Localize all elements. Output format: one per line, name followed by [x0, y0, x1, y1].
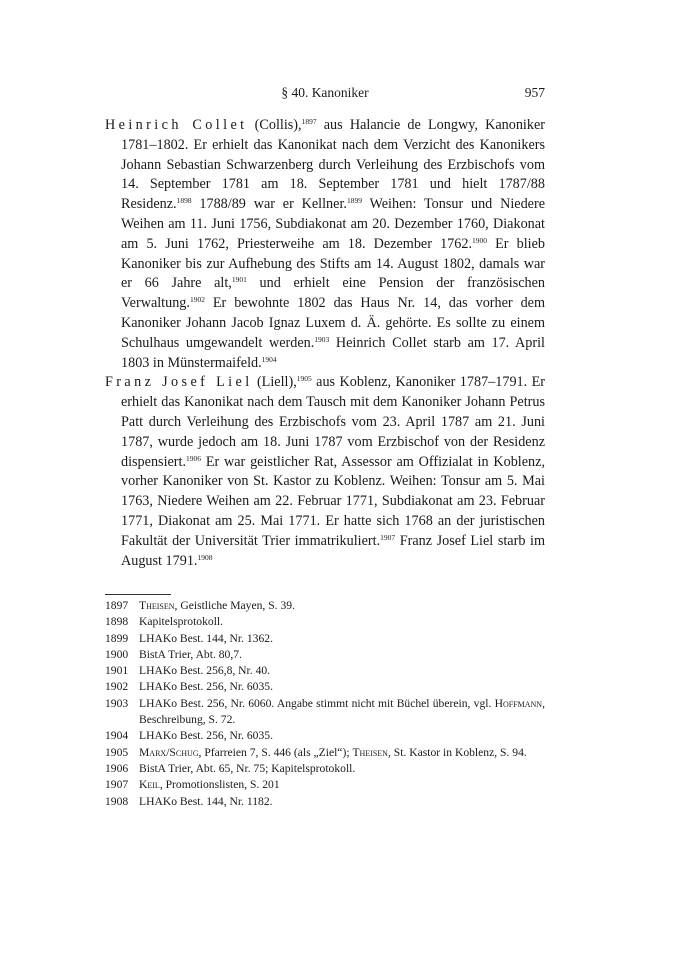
author-name: Theisen	[139, 599, 175, 612]
footnote	[105, 728, 545, 744]
footnote-number: 1908	[105, 794, 129, 808]
footnote-reference: 1906	[186, 453, 202, 463]
footnote-reference: 1903	[314, 334, 330, 344]
text-segment: 1788/89 war er Kellner.	[191, 196, 347, 213]
footnote-number: 1903	[105, 696, 129, 710]
footnote-reference: 1908	[197, 552, 213, 562]
footnote-text	[139, 761, 545, 777]
footnote	[105, 631, 545, 647]
running-title: § 40. Kanoniker	[281, 85, 369, 100]
text-segment: , Pfarreien 7, S. 446 (als „Ziel“);	[198, 745, 353, 759]
footnote-number: 1906	[105, 761, 129, 775]
footnote-text	[139, 777, 545, 793]
footnote-number: 1901	[105, 664, 129, 678]
text-segment: LHAKo Best. 144, Nr. 1362.	[139, 631, 273, 645]
running-header	[105, 85, 545, 105]
entry-paragraph	[105, 116, 545, 373]
text-segment: Er bewohnte 1802 das Haus Nr. 14, das vorher dem Kanoniker Johann Jacob Ignaz Luxem d. Ä. gehörte. Es sollte zu einem Schulhaus umgewandelt werden.	[121, 295, 545, 351]
footnote-text	[139, 745, 545, 761]
footnote	[105, 647, 545, 663]
text-segment: und erhielt eine Pension der französischen Verwaltung.	[121, 275, 545, 312]
person-name: Heinrich Collet	[105, 117, 248, 133]
footnote-reference: 1897	[301, 117, 317, 126]
author-name: Hoffmann	[494, 696, 543, 710]
footnote-number: 1898	[105, 615, 129, 629]
footnote-number: 1902	[105, 680, 129, 694]
footnote	[105, 745, 545, 761]
footnote-text	[139, 728, 545, 744]
text-segment: Heinrich Collet starb am 17. April 1803 in Münstermaifeld.	[121, 334, 545, 371]
footnote	[105, 761, 545, 777]
footnote-number: 1907	[105, 778, 129, 792]
footnotes	[105, 598, 545, 810]
main-text	[105, 116, 545, 571]
footnote-text	[139, 663, 545, 679]
text-segment: Er blieb Kanoniker bis zur Aufhebung des Stifts am 14. August 1802, damals war er 66 Jahre alt,	[121, 235, 545, 292]
text-segment: LHAKo Best. 256, Nr. 6035.	[139, 729, 273, 743]
footnote-number: 1900	[105, 647, 129, 661]
footnote-text	[139, 631, 545, 647]
author-name: Marx/Schug	[139, 745, 199, 759]
footnote-number: 1905	[105, 745, 129, 759]
text-segment: , Promotionslisten, S. 201	[159, 778, 280, 792]
text-segment: , St. Kastor in Koblenz, S. 94.	[387, 745, 527, 759]
footnote	[105, 777, 545, 793]
footnote-reference: 1904	[261, 354, 277, 364]
text-segment: Weihen: Tonsur und Niedere Weihen am 11. Juni 1756, Subdiakonat am 20. Dezember 1760, Diakonat am 5. Juni 1762, Priesterweihe am 18. Dezember 1762.	[121, 196, 545, 252]
footnote-reference: 1899	[346, 196, 362, 206]
author-name: Theisen	[352, 745, 388, 759]
text-segment: aus Halancie de Longwy, Kanoniker 1781–1802. Er erhielt das Kanonikat nach dem Verzicht des Kanonikers Johann Sebastian Schwarzenberg durch Verleihung des Erzbischofs vom 14. September 1781 am 18. September 1781 und hielt 1787/88 Residenz.	[121, 117, 545, 213]
footnote-reference: 1907	[380, 532, 396, 542]
text-segment: BistA Trier, Abt. 65, Nr. 75; Kapitelsprotokoll.	[139, 761, 356, 775]
footnote	[105, 598, 545, 614]
footnote-number: 1904	[105, 729, 129, 743]
footnote-reference: 1902	[189, 295, 205, 305]
text-segment: (Liell),	[252, 374, 297, 391]
footnote	[105, 663, 545, 679]
text-segment: , Geistliche Mayen, S. 39.	[174, 599, 295, 612]
page-number: 957	[524, 85, 545, 100]
text-segment: , Beschreibung, S. 72.	[139, 696, 545, 727]
text-segment: Franz Josef Liel starb im August 1791.	[121, 532, 545, 569]
footnote-text	[139, 679, 545, 695]
footnote-number: 1899	[105, 631, 129, 645]
footnote-text	[139, 647, 545, 663]
author-name: Keil	[139, 778, 160, 792]
footnote-text	[139, 696, 545, 729]
footnote-reference: 1898	[176, 196, 192, 206]
footnote	[105, 614, 545, 630]
text-segment: (Collis),	[247, 117, 302, 133]
text-segment: Kapitelsprotokoll.	[139, 615, 224, 629]
footnote-rule	[105, 594, 171, 595]
footnote-text	[139, 794, 545, 810]
footnote-text	[139, 598, 545, 614]
text-segment: Er war geistlicher Rat, Assessor am Offizialat in Koblenz, vorher Kanoniker von St. Kastor zu Koblenz. Weihen: Tonsur am 5. Mai 1763, Niedere Weihen am 22. Februar 1771, Subdiakonat am 23. Februar 1771, Diakonat am 25. Mai 1771. Er hatte sich 1768 an der juristischen Fakultät der Universität Trier immatrikuliert.	[121, 453, 545, 549]
person-name: Franz Josef Liel	[105, 374, 253, 391]
footnote	[105, 794, 545, 810]
text-segment: BistA Trier, Abt. 80,7.	[139, 647, 242, 661]
footnote	[105, 696, 545, 729]
footnote	[105, 679, 545, 695]
text-segment: LHAKo Best. 256, Nr. 6035.	[139, 680, 273, 694]
footnote-text	[139, 614, 545, 630]
text-segment: LHAKo Best. 256,8, Nr. 40.	[139, 664, 271, 678]
entry-paragraph	[105, 373, 545, 571]
text-segment: aus Koblenz, Kanoniker 1787–1791. Er erhielt das Kanonikat nach dem Tausch mit dem Kanoniker Johann Petrus Patt durch Verleihung des Erzbischofs vom 23. April 1787 am 21. Juni 1787, wurde jedoch am 18. Juni 1787 vom Erzbischof von der Residenz dispensiert.	[121, 374, 545, 470]
footnote-number: 1897	[105, 599, 129, 612]
footnote-reference: 1905	[296, 374, 312, 384]
text-segment: LHAKo Best. 256, Nr. 6060. Angabe stimmt nicht mit Büchel überein, vgl.	[139, 696, 495, 710]
footnote-reference: 1901	[231, 275, 247, 285]
text-segment: LHAKo Best. 144, Nr. 1182.	[139, 794, 273, 808]
footnote-reference: 1900	[472, 235, 487, 245]
